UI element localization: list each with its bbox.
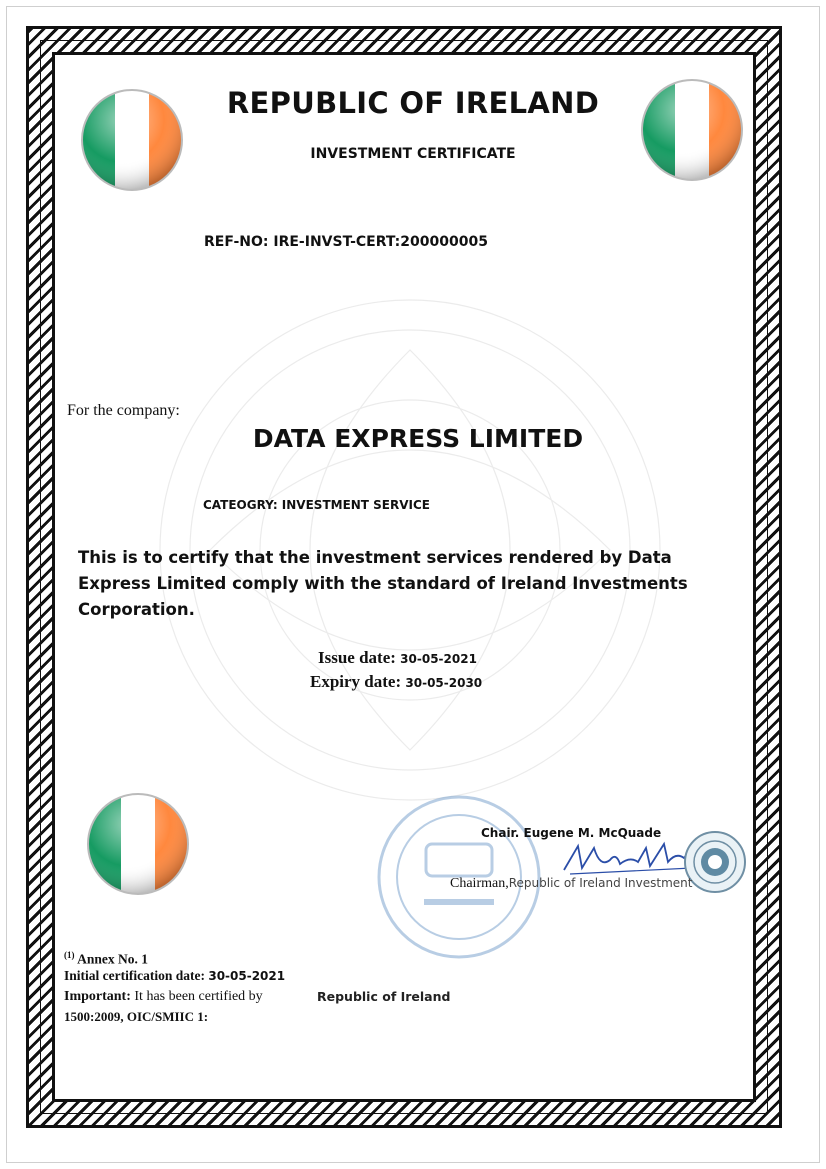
issuing-country: Republic of Ireland	[317, 989, 451, 1004]
issue-date-label: Issue date:	[318, 648, 396, 667]
expiry-date	[310, 672, 482, 692]
annex-label: Annex No. 1	[77, 951, 149, 967]
issue-date	[318, 648, 477, 668]
certification-statement: This is to certify that the investment services rendered by Data Express Limited comply with the standard of Ireland Investments Corporation.	[78, 548, 688, 619]
issue-date-value: 30-05-2021	[400, 652, 477, 666]
reference-number: REF-NO: IRE-INVST-CERT:200000005	[204, 234, 488, 250]
initial-certification-date	[64, 968, 285, 984]
initial-date-value: 30-05-2021	[208, 969, 286, 983]
signature-icon	[560, 838, 700, 878]
annex-footnote-mark: (1)	[64, 950, 75, 960]
document-title: REPUBLIC OF IRELAND	[226, 86, 600, 120]
for-company-label: For the company:	[67, 402, 180, 419]
annex-line	[64, 950, 148, 968]
signatory-role	[450, 876, 693, 892]
company-name: DATA EXPRESS LIMITED	[252, 424, 584, 453]
expiry-date-label: Expiry date:	[310, 672, 402, 691]
initial-date-label: Initial certification date:	[64, 968, 205, 983]
document-subtitle: INVESTMENT CERTIFICATE	[310, 146, 516, 162]
signatory-organization: Republic of Ireland Investment	[508, 876, 693, 890]
important-text: It has been certified by	[134, 989, 263, 1004]
ireland-flag-icon	[86, 792, 190, 896]
standard-reference: 1500:2009, OIC/SMIIC 1:	[64, 1009, 209, 1024]
signatory-role-prefix: Chairman,	[450, 876, 509, 891]
signatory-name: Chair. Eugene M. McQuade	[481, 826, 662, 840]
important-label: Important:	[64, 989, 131, 1004]
expiry-date-value: 30-05-2030	[405, 676, 483, 690]
category-label: CATEOGRY: INVESTMENT SERVICE	[203, 498, 431, 512]
important-note	[64, 989, 263, 1005]
